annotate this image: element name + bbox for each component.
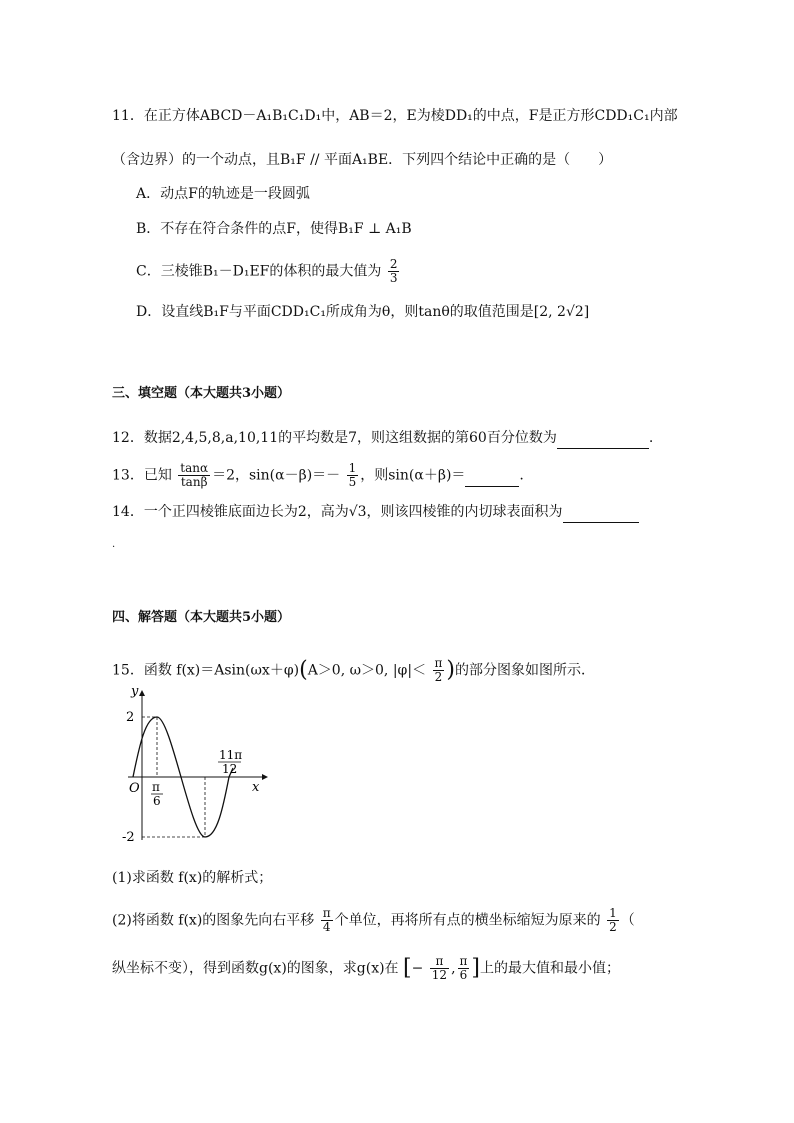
origin-label: O: [129, 781, 140, 796]
tick-11pi-12-denominator: 12: [222, 762, 238, 776]
q15-interval-left: [430, 955, 449, 982]
q15-part2-a: (2)将函数 f(x)的图象先向右平移: [112, 912, 315, 929]
q15-part2-shift-fraction: [321, 907, 333, 934]
q15-part2-b: 个单位，再将所有点的横坐标缩短为原来的: [334, 912, 601, 929]
q15-cond-fraction: [433, 657, 445, 684]
q13: [112, 462, 524, 489]
q15-interval-right-denominator: 6: [459, 968, 468, 982]
q15-part2-line2-a: 纵坐标不变），得到函数g(x)的图象，求g(x)在: [112, 960, 399, 977]
q11-line2: （含边界）的一个动点，且B₁F // 平面A₁BE．下列四个结论中正确的是（ ）: [112, 152, 613, 168]
q13-pre: 13．已知: [112, 467, 172, 484]
q11-option-a: A．动点F的轨迹是一段圆弧: [136, 186, 310, 202]
q15-left-paren: (: [299, 657, 308, 683]
q12-end: .: [648, 430, 654, 446]
q15-interval-open-bracket: [: [403, 955, 412, 981]
q15-part2-c: （: [620, 912, 635, 929]
q15-part1: (1)求函数 f(x)的解析式；: [112, 870, 273, 886]
x-axis-arrow: [262, 774, 268, 780]
q11-option-c-fraction: [388, 258, 400, 285]
q13-frac2-denominator: 5: [348, 475, 357, 489]
q11-line1: 11．在正方体ABCD－A₁B₁C₁D₁中，AB＝2，E为棱DD₁的中点，F是正方形CDD₁C₁内部: [112, 108, 678, 124]
q15-interval-left-denominator: 12: [431, 968, 448, 982]
q11-option-b: B．不存在符合条件的点F，使得B₁F ⊥ A₁B: [136, 221, 412, 237]
q15-part2-line1: [112, 907, 635, 934]
q15-interval-right-numerator: π: [459, 954, 468, 968]
q14-tail: .: [112, 539, 116, 550]
q13-tan-beta: tanβ: [180, 475, 208, 489]
q13-fraction-one-fifth: [347, 462, 359, 489]
q15-part2-line2: 纵坐标不变），得到函数g(x)的图象，求g(x)在 [− $\frac{\pi}{12}$ , $\frac{\pi}{6}$ ]上的最大值和最小值；: [112, 954, 621, 982]
q14: [112, 502, 639, 523]
q11-option-c-text: C．三棱锥B₁－D₁EF的体积的最大值为: [136, 263, 382, 280]
tick-pi-6-denominator: 6: [153, 794, 161, 808]
q11-option-c-denominator: 3: [389, 271, 398, 285]
section-fill-in-heading: 三、填空题（本大题共3小题）: [112, 386, 291, 401]
q15-interval-close-bracket: ]: [471, 955, 481, 981]
q13-mid2: ，则sin(α＋β)＝: [360, 467, 466, 484]
q15-interval-left-numerator: π: [430, 955, 449, 969]
x-axis-label: x: [252, 780, 260, 795]
q15-right-paren: ): [446, 657, 456, 683]
q15-part2-half-numerator: 1: [609, 906, 617, 920]
q14-text: 14．一个正四棱锥底面边长为2，高为√3，则该四棱锥的内切球表面积为: [112, 504, 563, 520]
tick-pi-6-numerator: π: [152, 780, 160, 794]
q15-part2-shift-numerator: π: [322, 906, 331, 920]
q15-function: 15．函数 f(x)＝Asin(ωx＋φ): [112, 662, 300, 679]
sine-graph: [112, 680, 272, 850]
y-max-label: 2: [126, 710, 135, 725]
q15-cond-denominator: 2: [434, 670, 443, 684]
tick-11pi-12-numerator: 11π: [219, 748, 243, 762]
q12-answer-blank: [557, 428, 649, 449]
q11-option-d: D．设直线B₁F与平面CDD₁C₁所成角为θ，则tanθ的取值范围是[2, 2√2]: [136, 304, 590, 320]
q15-part2-shift-denominator: 4: [322, 920, 331, 934]
q15-interval-minus: −: [411, 960, 424, 977]
q14-answer-blank: [563, 502, 639, 523]
q15-part2-line2-b: 上的最大值和最小值；: [480, 960, 621, 977]
q11-option-c: [136, 258, 401, 285]
y-min-label: -2: [122, 830, 135, 845]
q13-frac2-numerator: 1: [348, 461, 357, 475]
q15-cond-numerator: π: [434, 656, 443, 670]
q15-interval-right: [458, 955, 470, 982]
q12-text: 12．数据2,4,5,8,a,10,11的平均数是7，则这组数据的第60百分位数为: [112, 430, 557, 446]
q13-end: .: [519, 467, 524, 484]
q13-answer-blank: [465, 466, 519, 487]
q13-fraction-tan: [178, 462, 210, 489]
q15-part2-half-denominator: 2: [609, 920, 617, 934]
y-axis-label: y: [131, 684, 139, 699]
q13-tan-alpha: tanα: [180, 461, 209, 475]
q12: [112, 428, 653, 449]
q15-part2-half-fraction: [607, 907, 619, 934]
q13-mid1: ＝2，sin(α－β)＝－: [212, 467, 341, 484]
section-answer-heading: 四、解答题（本大题共5小题）: [112, 610, 291, 625]
q11-option-c-numerator: 2: [389, 257, 398, 271]
q15-conditions: A＞0, ω＞0, |φ|＜: [307, 662, 427, 679]
y-axis-arrow: [139, 690, 145, 696]
q15-post: 的部分图象如图所示．: [455, 662, 596, 679]
